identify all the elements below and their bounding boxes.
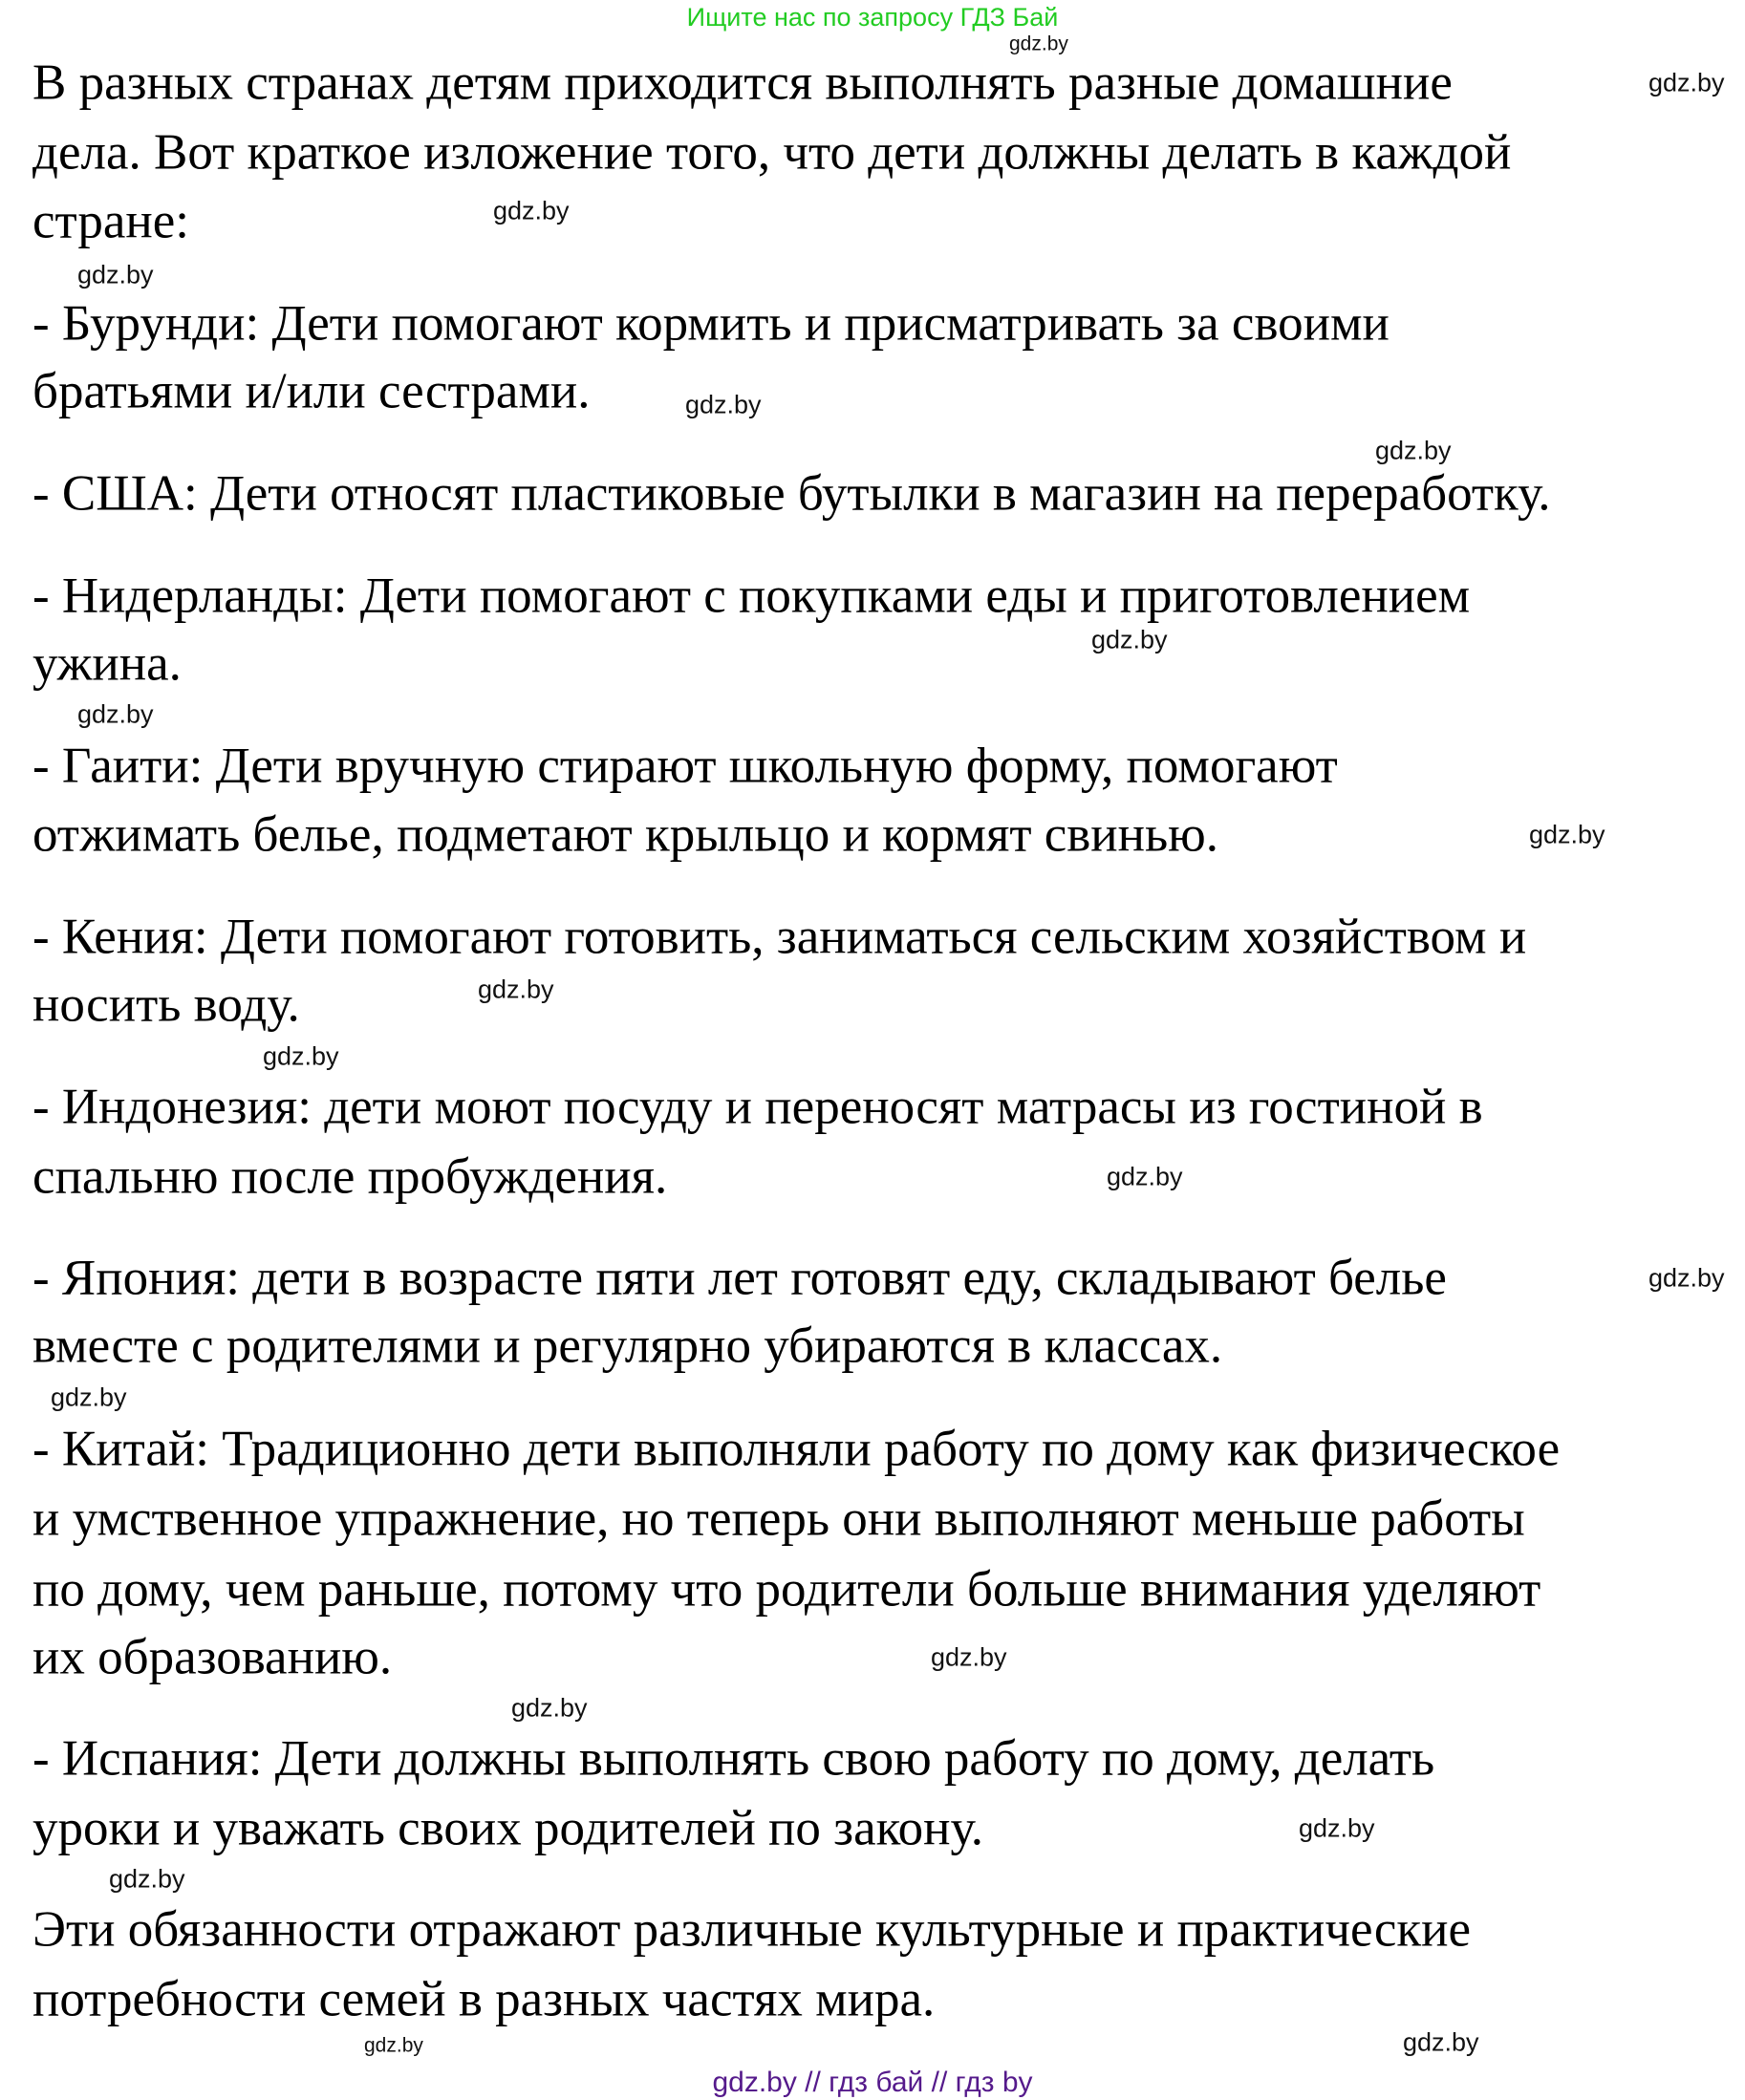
watermark: gdz.by bbox=[1529, 820, 1605, 849]
watermark: gdz.by bbox=[263, 1041, 339, 1071]
text-line: - Нидерланды: Дети помогают с покупками еды и приготовлением bbox=[32, 568, 1471, 624]
text-line: их образованию. bbox=[32, 1629, 393, 1685]
text-line: - Гаити: Дети вручную стирают школьную форму, помогают bbox=[32, 738, 1338, 794]
text-line: - Индонезия: дети моют посуду и переносят матрасы из гостиной в bbox=[32, 1079, 1483, 1135]
watermark: gdz.by bbox=[511, 1693, 588, 1723]
watermark: gdz.by bbox=[478, 975, 554, 1004]
text-line: - Кения: Дети помогают готовить, заниматься сельским хозяйством и bbox=[32, 909, 1527, 965]
watermark: gdz.by bbox=[685, 390, 762, 419]
text-line: отжимать белье, подметают крыльцо и кормят свинью. bbox=[32, 806, 1219, 863]
watermark: gdz.by bbox=[109, 1864, 185, 1894]
watermark: gdz.by bbox=[1299, 1813, 1375, 1843]
text-line: уроки и уважать своих родителей по закону. bbox=[32, 1800, 983, 1856]
text-line: - Бурунди: Дети помогают кормить и присматривать за своими bbox=[32, 295, 1390, 352]
text-line: спальню после пробуждения. bbox=[32, 1148, 668, 1205]
text-line: Эти обязанности отражают различные культурные и практические bbox=[32, 1901, 1472, 1958]
watermark: gdz.by bbox=[931, 1642, 1007, 1672]
text-line: и умственное упражнение, но теперь они выполняют меньше работы bbox=[32, 1490, 1525, 1547]
watermark: gdz.by bbox=[493, 196, 570, 225]
text-line: братьями и/или сестрами. bbox=[32, 363, 591, 419]
watermark: gdz.by bbox=[364, 2034, 423, 2057]
text-line: ужина. bbox=[32, 635, 182, 692]
watermark: gdz.by bbox=[51, 1382, 127, 1412]
watermark: gdz.by bbox=[1648, 1263, 1725, 1293]
watermark: gdz.by bbox=[77, 699, 154, 729]
text-line: - Испания: Дети должны выполнять свою работу по дому, делать bbox=[32, 1730, 1435, 1787]
text-line: стране: bbox=[32, 193, 189, 249]
watermark: gdz.by bbox=[1648, 68, 1725, 97]
footer-links[interactable]: gdz.by // гдз бай // гдз by bbox=[712, 2067, 1033, 2098]
watermark: gdz.by bbox=[1091, 625, 1168, 654]
text-line: носить воду. bbox=[32, 976, 300, 1033]
watermark: gdz.by bbox=[1375, 436, 1452, 465]
text-line: вместе с родителями и регулярно убираются в классах. bbox=[32, 1318, 1223, 1374]
watermark: gdz.by bbox=[1403, 2027, 1479, 2057]
text-line: - Китай: Традиционно дети выполняли работу по дому как физическое bbox=[32, 1421, 1561, 1477]
text-line: потребности семей в разных частях мира. bbox=[32, 1971, 936, 2027]
text-line: по дому, чем раньше, потому что родители больше внимания уделяют bbox=[32, 1561, 1541, 1618]
text-line: - Япония: дети в возрасте пяти лет готовят еду, складывают белье bbox=[32, 1250, 1447, 1306]
watermark: gdz.by bbox=[1107, 1162, 1183, 1191]
watermark: gdz.by bbox=[77, 260, 154, 289]
watermark: gdz.by bbox=[1009, 32, 1068, 55]
text-line: В разных странах детям приходится выполнять разные домашние bbox=[32, 54, 1453, 111]
search-hint-header: Ищите нас по запросу ГДЗ Бай bbox=[686, 3, 1059, 32]
text-line: - США: Дети относят пластиковые бутылки в магазин на переработку. bbox=[32, 465, 1551, 522]
text-line: дела. Вот краткое изложение того, что дети должны делать в каждой bbox=[32, 124, 1512, 181]
